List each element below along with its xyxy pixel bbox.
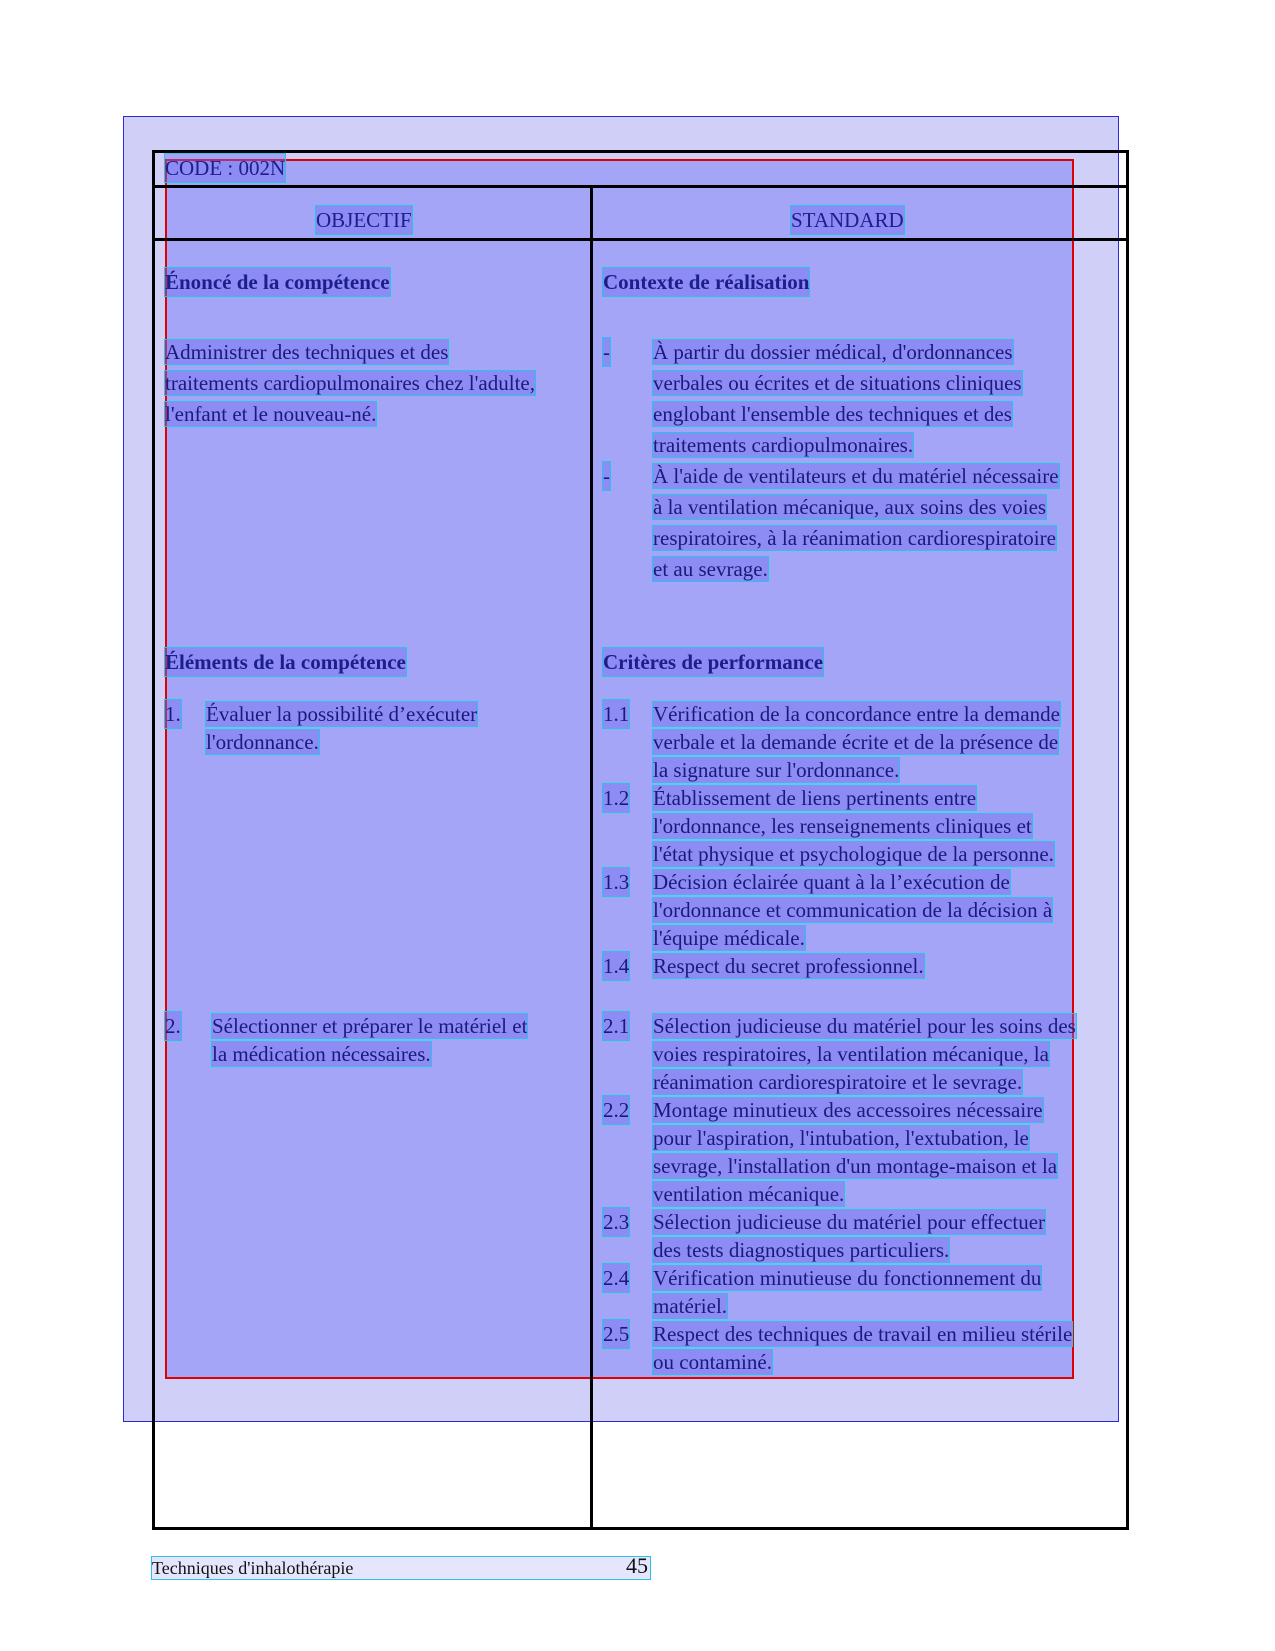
element-line: la médication nécessaires. [212,1042,431,1066]
criterion-line: Établissement de liens pertinents entre [653,786,977,810]
element-number: 2. [165,1014,181,1038]
element-line: Évaluer la possibilité d’exécuter [206,702,478,726]
contexte-line: verbales ou écrites et de situations cliniques [653,371,1022,395]
enonce-line: traitements cardiopulmonaires chez l'adulte, [165,371,535,395]
criterion-line: verbale et la demande écrite et de la présence de [653,730,1059,754]
criterion-item [653,1320,1072,1376]
criterion-line: ventilation mécanique. [653,1182,845,1206]
enonce-line: l'enfant et le nouveau-né. [165,402,377,426]
criterion-line: la signature sur l'ordonnance. [653,758,900,782]
contexte-line: englobant l'ensemble des techniques et des [653,402,1012,426]
criteres-title: Critères de performance [603,650,824,674]
criterion-item [653,784,1054,868]
element-item [206,700,477,756]
column-header-divider [152,238,1129,241]
criterion-line: l'état physique et psychologique de la personne. [653,842,1054,866]
criterion-line: Vérification de la concordance entre la demande [653,702,1060,726]
criterion-line: ou contaminé. [653,1350,772,1374]
criterion-line: l'ordonnance, les renseignements cliniques et [653,814,1032,838]
criterion-number: 2.1 [603,1014,630,1038]
criterion-item [653,868,1052,952]
header-divider [152,185,1129,188]
page-number: 45 [626,1553,648,1578]
criterion-item [653,1208,1045,1264]
criterion-number: 1.2 [603,786,630,810]
criterion-number: 2.4 [603,1266,630,1290]
criterion-line: voies respiratoires, la ventilation mécanique, la [653,1042,1049,1066]
criterion-line: l'ordonnance et communication de la décision à [653,898,1053,922]
criterion-number: 1.4 [603,954,630,978]
criterion-number: 2.5 [603,1322,630,1346]
contexte-item [653,338,1022,459]
criterion-line: réanimation cardiorespiratoire et le sevrage. [653,1070,1023,1094]
contexte-title: Contexte de réalisation [603,270,810,294]
criterion-line: matériel. [653,1294,728,1318]
contexte-item [653,462,1059,583]
contexte-line: à la ventilation mécanique, aux soins des voies [653,495,1047,519]
objectif-header: OBJECTIF [316,208,412,232]
enonce-text [165,338,535,428]
contexte-line: À partir du dossier médical, d'ordonnances [653,340,1013,364]
criterion-line: Décision éclairée quant à la l’exécution de [653,870,1010,894]
contexte-line: traitements cardiopulmonaires. [653,433,914,457]
criterion-number: 1.1 [603,702,630,726]
criterion-line: l'équipe médicale. [653,926,805,950]
criterion-number: 2.3 [603,1210,630,1234]
criterion-item [653,1096,1057,1208]
contexte-line: respiratoires, à la réanimation cardiorespiratoire [653,526,1056,550]
criterion-item [653,1012,1076,1096]
column-divider [590,185,593,1530]
criterion-line: Sélection judicieuse du matériel pour effectuer [653,1210,1046,1234]
criterion-line: Sélection judicieuse du matériel pour les soins des [653,1014,1076,1038]
element-number: 1. [165,702,181,726]
competency-code: CODE : 002N [165,156,286,180]
criterion-line: sevrage, l'installation d'un montage-maison et la [653,1154,1058,1178]
criterion-item [653,952,924,980]
contexte-bullet: - [603,340,610,364]
criterion-line: Montage minutieux des accessoires nécessaire [653,1098,1043,1122]
criterion-line: Respect des techniques de travail en milieu stérile [653,1322,1073,1346]
criterion-line: Respect du secret professionnel. [653,954,924,978]
criterion-item [653,700,1060,784]
enonce-title: Énoncé de la compétence [165,270,390,294]
elements-title: Éléments de la compétence [165,650,406,674]
contexte-line: et au sevrage. [653,557,768,581]
criterion-line: Vérification minutieuse du fonctionnement du [653,1266,1042,1290]
standard-header: STANDARD [791,208,904,232]
enonce-line: Administrer des techniques et des [165,340,449,364]
criterion-line: pour l'aspiration, l'intubation, l'extubation, le [653,1126,1029,1150]
criterion-number: 2.2 [603,1098,630,1122]
element-item [212,1012,527,1068]
element-line: Sélectionner et préparer le matériel et [212,1014,528,1038]
criterion-number: 1.3 [603,870,630,894]
contexte-line: À l'aide de ventilateurs et du matériel nécessaire [653,464,1059,488]
criterion-line: des tests diagnostiques particuliers. [653,1238,950,1262]
element-line: l'ordonnance. [206,730,319,754]
page-footer [152,1553,650,1579]
criterion-item [653,1264,1041,1320]
footer-label: Techniques d'inhalothérapie [152,1558,354,1578]
contexte-bullet: - [603,464,610,488]
